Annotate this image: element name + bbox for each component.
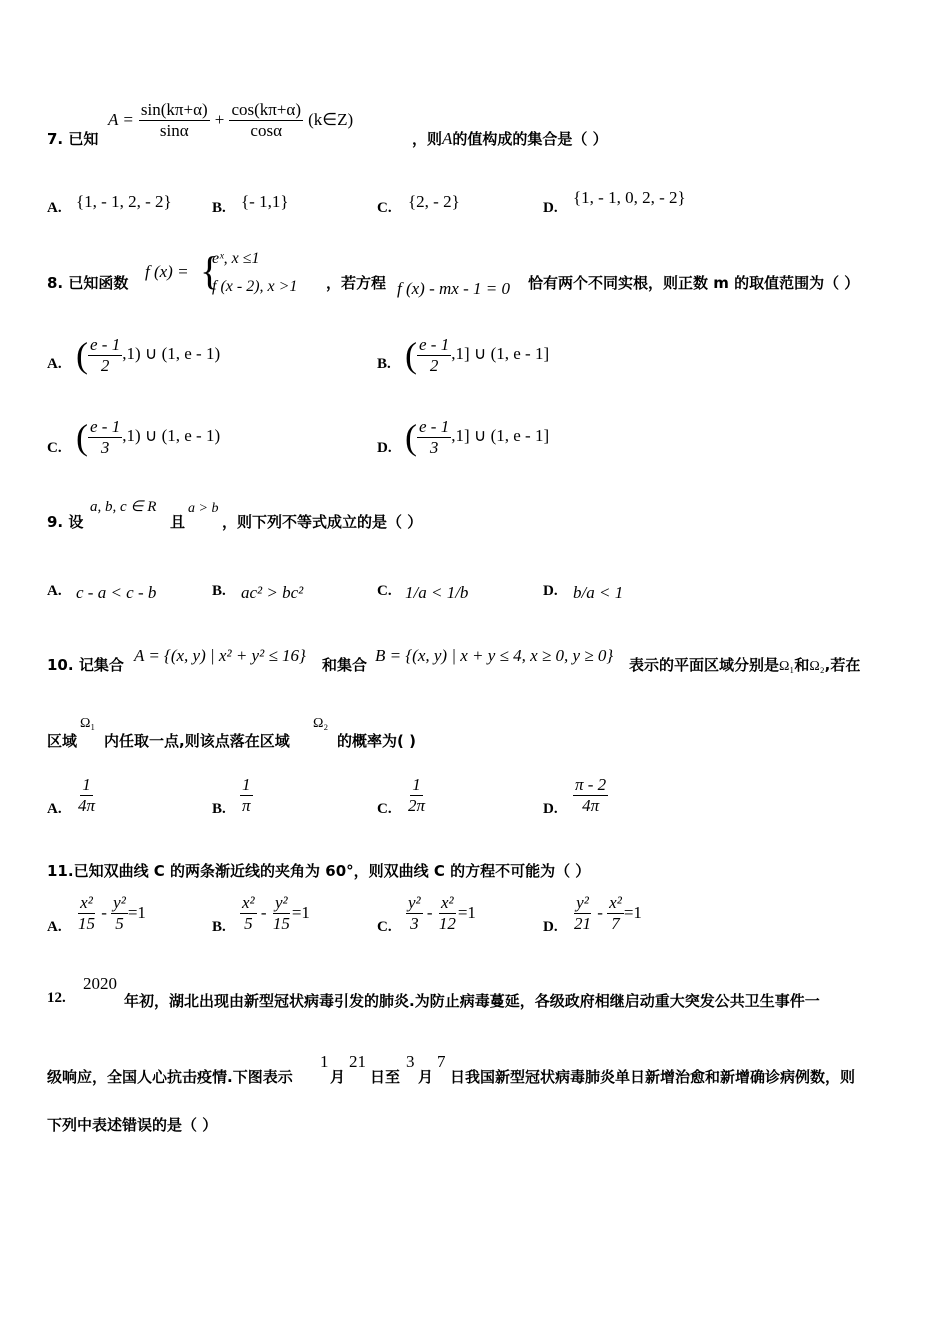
- q8-equation: f (x) - mx - 1 = 0: [397, 279, 510, 298]
- q10-option-b: $\frac{1}{\pi}$: [242, 775, 251, 815]
- q11-option-b: $\frac{\text{x²}}{5}$ - $\frac{\text{y²}}{15}$ =1: [242, 893, 310, 933]
- q7-option-c: {2, - 2}: [408, 192, 460, 211]
- q8-option-a: ( $\frac{e - 1}{2}$ ,1) ∪ (1, e - 1): [76, 334, 221, 375]
- q12-year: 2020: [83, 974, 117, 993]
- q7-option-b-label: B.: [212, 200, 226, 216]
- q10-option-d-label: D.: [543, 801, 558, 817]
- q7-number-lead: 7. 已知: [47, 130, 99, 148]
- q7-option-b: {- 1,1}: [241, 192, 289, 211]
- q12-month-2: 3: [406, 1052, 415, 1071]
- q10-option-a: $\frac{1}{4\pi}$: [78, 775, 96, 815]
- q8-function-lhs: f (x) =: [145, 262, 189, 281]
- q8-option-c-label: C.: [47, 440, 62, 456]
- q11-option-a: $\frac{\text{x²}}{15}$ - $\frac{\text{y²}}{5}$ =1: [78, 893, 146, 933]
- q8-option-b-label: B.: [377, 356, 391, 372]
- q10-option-d: $\frac{\pi - 2}{4\pi}$: [575, 775, 607, 815]
- q11-option-d: $\frac{\text{y²}}{21}$ - $\frac{\text{x²}}{7}$ =1: [574, 893, 642, 933]
- q9-option-b-label: B.: [212, 583, 226, 599]
- q8-option-a-label: A.: [47, 356, 62, 372]
- q7-option-a-label: A.: [47, 200, 62, 216]
- q7-formula: A = $\frac{\sin(k\pi+\alpha)}{\sin\alpha}$ + $\frac{\cos(k\pi+\alpha)}{\cos\alpha}$ (k∈Z): [108, 100, 354, 140]
- q9-option-a-label: A.: [47, 583, 62, 599]
- q9-number-lead: 9. 设: [47, 513, 84, 531]
- q9-cond-1: a, b, c ∈ R: [90, 499, 157, 515]
- q8-case-1: eˣ, x ≤1: [212, 250, 260, 267]
- q10-tail-1: 表示的平面区域分别是Ω₁和Ω₂,若在: [629, 656, 861, 674]
- q12-month-1: 1: [320, 1052, 329, 1071]
- q7-tail: ，则A的值构成的集合是（ ）: [412, 129, 608, 148]
- q9-tail: ，则下列不等式成立的是（ ）: [222, 513, 423, 531]
- q12-line-1: 年初，湖北出现由新型冠状病毒引发的肺炎.为防止病毒蔓延，各级政府相继启动重大突发公共卫生事件一: [124, 992, 820, 1010]
- q7-option-a: {1, - 1, 2, - 2}: [76, 192, 172, 211]
- q7-option-c-label: C.: [377, 200, 392, 216]
- q8-option-d-label: D.: [377, 440, 392, 456]
- q9-option-d: b/a < 1: [573, 583, 624, 602]
- q12-number: 12.: [47, 990, 66, 1006]
- q12-line-3: 下列中表述错误的是（ ）: [47, 1116, 218, 1134]
- q8-option-d: ( $\frac{e - 1}{3}$ ,1] ∪ (1, e - 1]: [405, 416, 550, 457]
- q10-omega-1: Ω₁: [80, 716, 96, 731]
- q9-option-c: 1/a < 1/b: [405, 583, 469, 602]
- q9-option-b: ac² > bc²: [241, 583, 304, 602]
- q8-tail: 恰有两个不同实根，则正数 m 的取值范围为（ ）: [528, 274, 860, 292]
- q12-line-2b: 日我国新型冠状病毒肺炎单日新增治愈和新增确诊病例数，则: [450, 1068, 856, 1086]
- q9-option-a: c - a < c - b: [76, 583, 157, 602]
- q12-yue-2: 月: [418, 1068, 434, 1086]
- q9-option-c-label: C.: [377, 583, 392, 599]
- q9-option-d-label: D.: [543, 583, 558, 599]
- q10-omega-2: Ω₂: [313, 716, 329, 731]
- q11-option-c-label: C.: [377, 919, 392, 935]
- q8-option-c: ( $\frac{e - 1}{3}$ ,1) ∪ (1, e - 1): [76, 416, 221, 457]
- q12-yue-1: 月: [330, 1068, 346, 1086]
- q10-set-b: B = {(x, y) | x + y ≤ 4, x ≥ 0, y ≥ 0}: [375, 646, 614, 665]
- q10-line2-c: 的概率为( ): [337, 732, 416, 750]
- q12-day-2: 7: [437, 1052, 446, 1071]
- q10-mid: 和集合: [322, 656, 368, 674]
- q11-option-b-label: B.: [212, 919, 226, 935]
- q9-cond-2: a > b: [188, 501, 219, 516]
- q10-option-b-label: B.: [212, 801, 226, 817]
- q8-brace: {: [200, 248, 220, 293]
- q11-option-d-label: D.: [543, 919, 558, 935]
- q11-stem: 11.已知双曲线 C 的两条渐近线的夹角为 60°，则双曲线 C 的方程不可能为（ ）: [47, 862, 591, 880]
- q12-day-1: 21: [349, 1052, 366, 1071]
- q7-option-d: {1, - 1, 0, 2, - 2}: [573, 188, 686, 207]
- q10-line2-b: 内任取一点,则该点落在区域: [104, 732, 290, 750]
- q10-option-c: $\frac{1}{2\pi}$: [408, 775, 426, 815]
- q11-option-c: $\frac{\text{y²}}{3}$ - $\frac{\text{x²}}{12}$ =1: [408, 893, 476, 933]
- q11-option-a-label: A.: [47, 919, 62, 935]
- q8-case-2: f (x - 2), x >1: [212, 278, 298, 295]
- q10-number-lead: 10. 记集合: [47, 656, 124, 674]
- q9-mid: 且: [170, 513, 186, 531]
- q7-option-d-label: D.: [543, 200, 558, 216]
- q10-option-c-label: C.: [377, 801, 392, 817]
- q8-mid: ，若方程: [326, 274, 387, 292]
- q12-ri-1: 日至: [370, 1068, 401, 1086]
- q10-line2-a: 区域: [47, 732, 78, 750]
- q8-option-b: ( $\frac{e - 1}{2}$ ,1] ∪ (1, e - 1]: [405, 334, 550, 375]
- q10-set-a: A = {(x, y) | x² + y² ≤ 16}: [134, 646, 306, 665]
- q12-line-2a: 级响应，全国人心抗击疫情.下图表示: [47, 1068, 293, 1086]
- q8-number-lead: 8. 已知函数: [47, 274, 129, 292]
- q10-option-a-label: A.: [47, 801, 62, 817]
